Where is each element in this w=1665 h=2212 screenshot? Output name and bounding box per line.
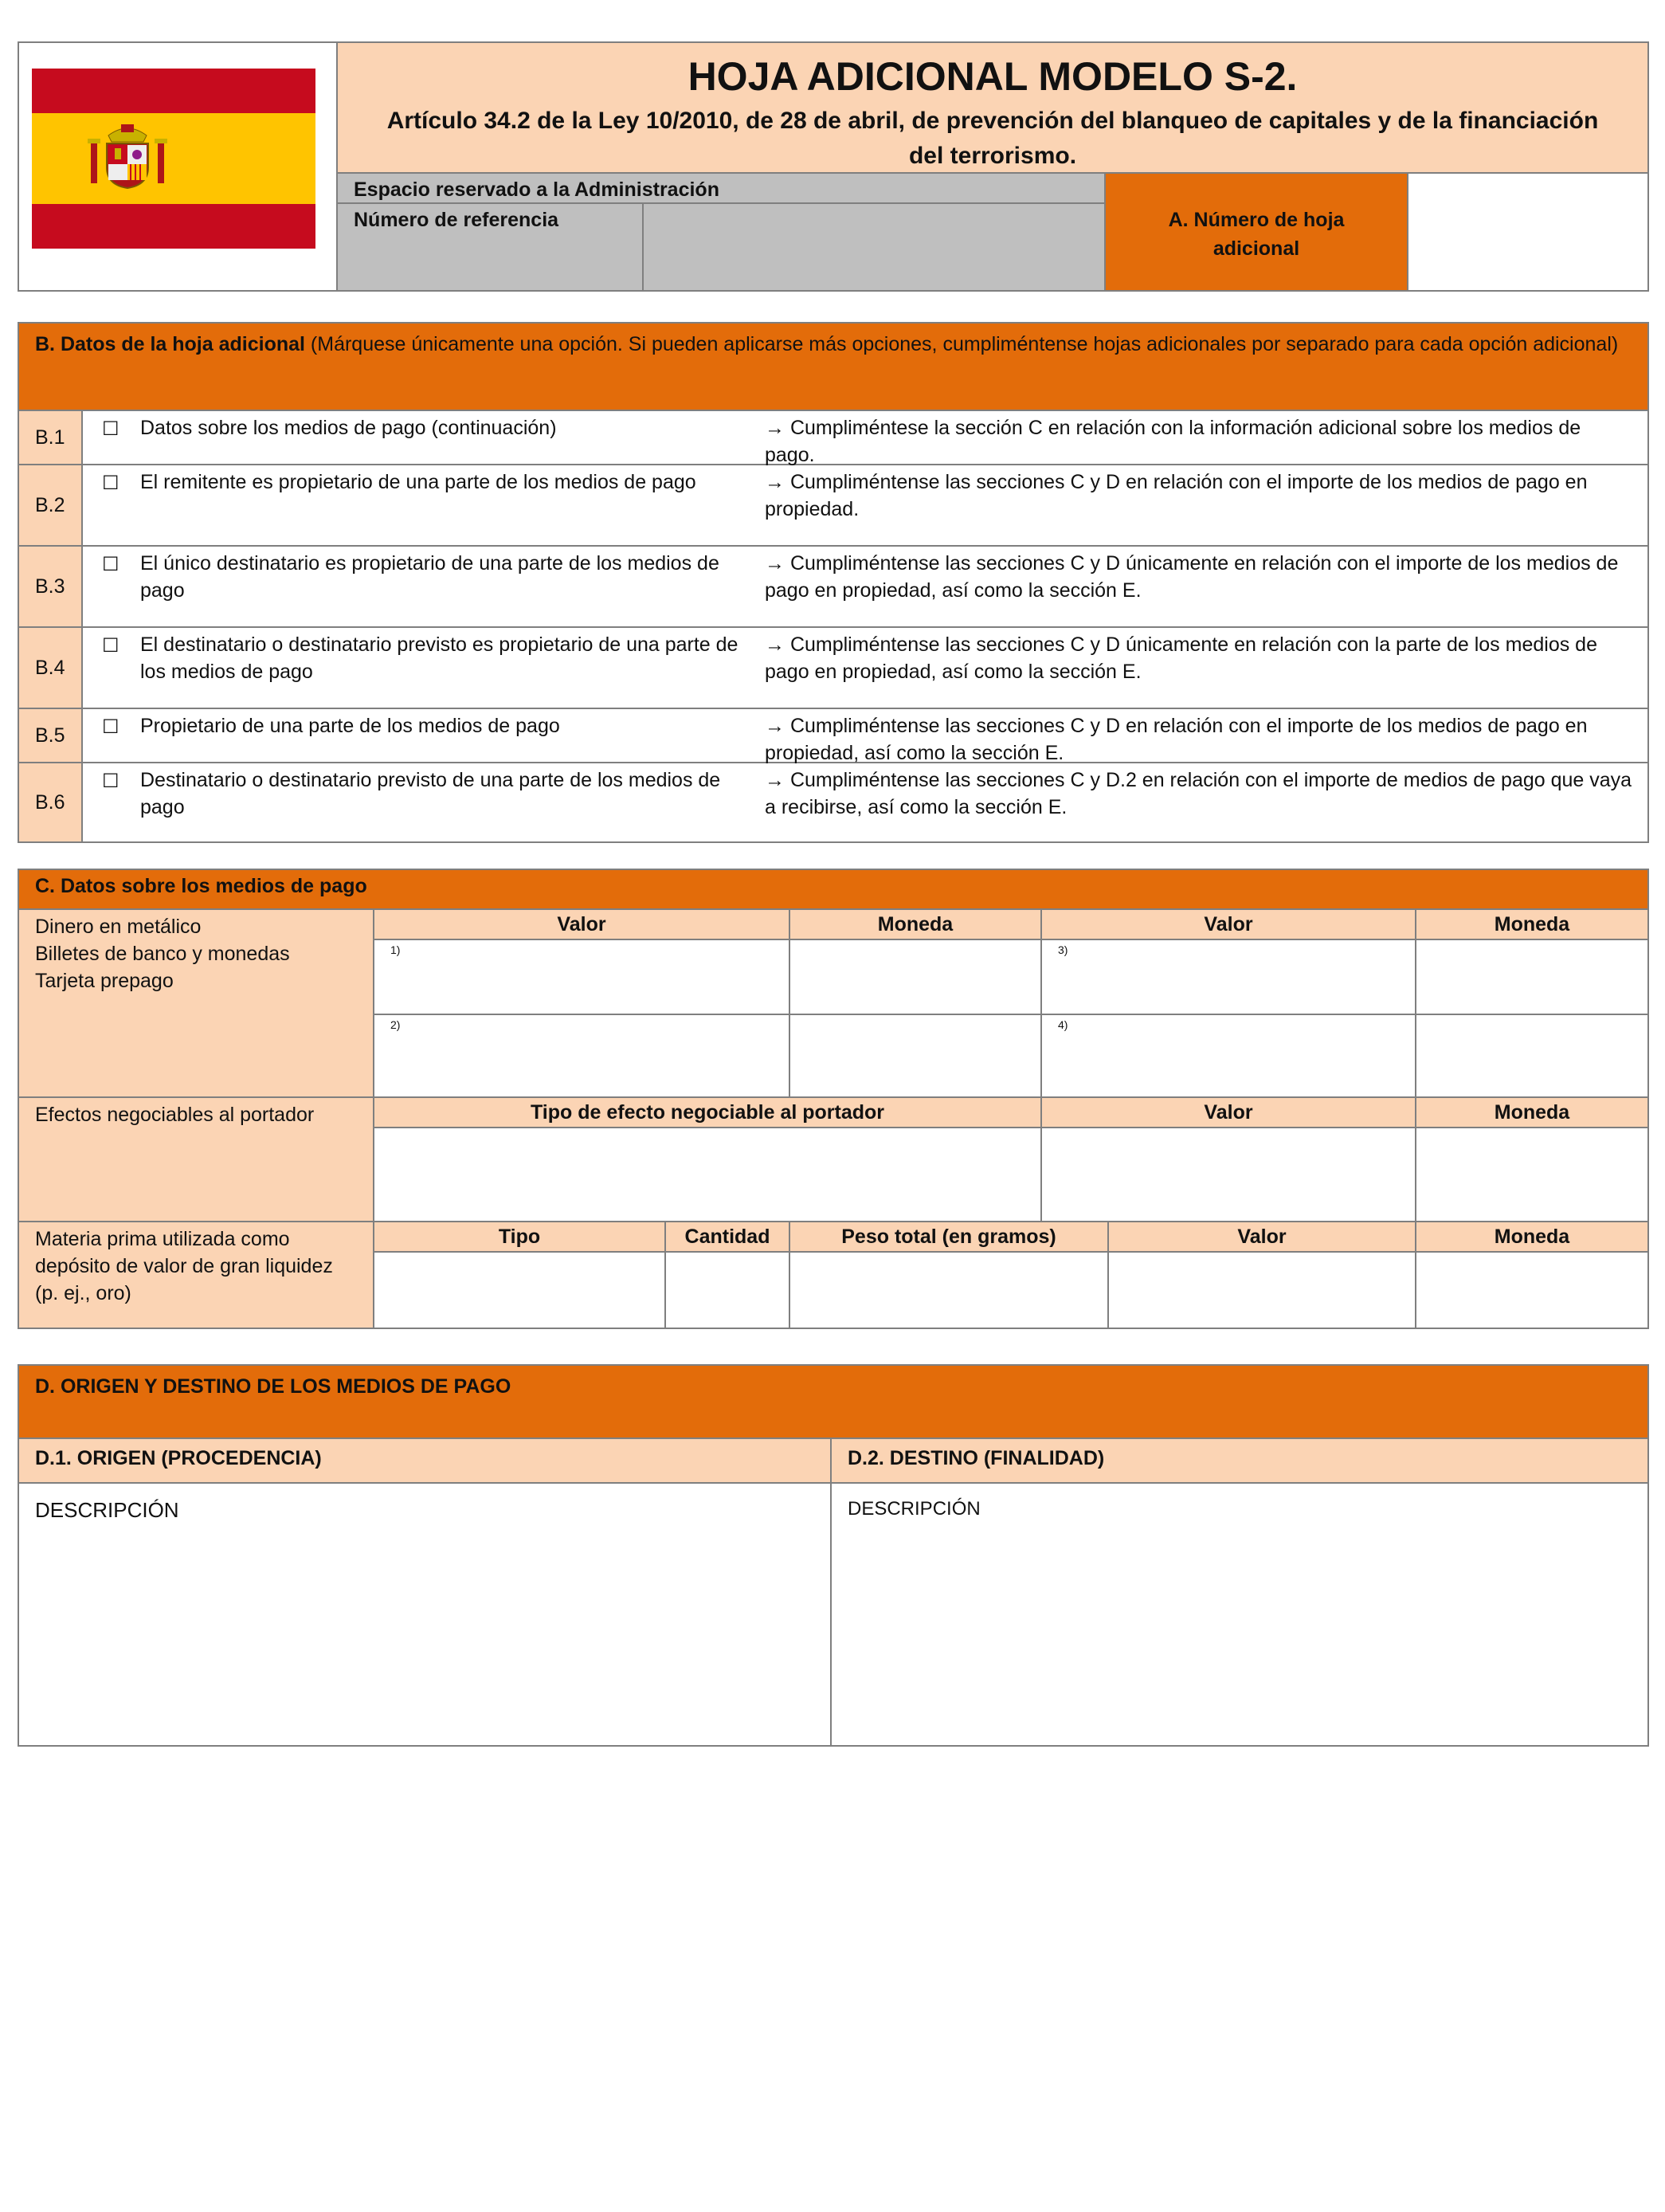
b-row-b2 <box>19 465 1647 547</box>
form-subtitle: Artículo 34.2 de la Ley 10/2010, de 28 de abril, de prevención del blanqueo de capitales y de la financiación del terrorismo. <box>386 108 1599 169</box>
section-d <box>18 1364 1649 1747</box>
b-row-action: → Cumpliméntense las secciones C y D en relación con el importe de los medios de pago en propiedad, así como la sección E. <box>765 715 1588 764</box>
reference-number-field[interactable] <box>644 204 1106 290</box>
section-b <box>18 322 1649 843</box>
section-d-header: D. ORIGEN Y DESTINO DE LOS MEDIOS DE PAGO <box>19 1366 1647 1439</box>
b-row-code: B.4 <box>19 628 83 708</box>
cash-row-number: 2) <box>390 1018 401 1031</box>
bearer-tipo-header: Tipo de efecto negociable al portador <box>374 1098 1042 1128</box>
cash-moneda-4-field[interactable] <box>1416 1015 1647 1098</box>
b-row-action: → Cumpliméntese la sección C en relación con la información adicional sobre los medios de pago. <box>765 417 1581 466</box>
reference-number-label: Número de referencia <box>338 204 644 290</box>
cash-valor-2-field[interactable] <box>374 1015 790 1098</box>
section-c <box>18 869 1649 1329</box>
commodity-cantidad-field[interactable] <box>666 1253 790 1328</box>
bearer-moneda-field[interactable] <box>1416 1128 1647 1222</box>
section-c-header: C. Datos sobre los medios de pago <box>19 870 1647 910</box>
cash-moneda-1-field[interactable] <box>790 940 1042 1015</box>
cash-moneda-header-2: Moneda <box>1416 910 1647 940</box>
commodity-tipo-header: Tipo <box>374 1222 666 1253</box>
b1-checkbox[interactable]: ☐ <box>102 418 119 440</box>
sheet-number-label: A. Número de hoja adicional <box>1106 174 1408 290</box>
commodity-tipo-field[interactable] <box>374 1253 666 1328</box>
sheet-number-field[interactable] <box>1408 174 1647 290</box>
cash-valor-1-field[interactable] <box>374 940 790 1015</box>
cash-moneda-2-field[interactable] <box>790 1015 1042 1098</box>
admin-reserved-label: Espacio reservado a la Administración <box>338 174 1106 204</box>
origin-description-field[interactable] <box>19 1484 832 1745</box>
cash-valor-3-field[interactable] <box>1042 940 1416 1015</box>
bearer-tipo-field[interactable] <box>374 1128 1042 1222</box>
b2-checkbox[interactable]: ☐ <box>102 473 119 494</box>
b-row-b5 <box>19 709 1647 763</box>
b-row-code: B.5 <box>19 709 83 762</box>
commodity-moneda-header: Moneda <box>1416 1222 1647 1253</box>
origin-title: D.1. ORIGEN (PROCEDENCIA) <box>19 1439 832 1484</box>
b-row-option: El remitente es propietario de una parte de los medios de pago <box>140 471 696 493</box>
title-cell <box>338 43 1647 174</box>
commodity-valor-field[interactable] <box>1109 1253 1416 1328</box>
b-row-action: → Cumpliméntense las secciones C y D únicamente en relación con la parte de los medios de pago en propiedad, así como la sección E. <box>765 633 1597 683</box>
cash-valor-header-2: Valor <box>1042 910 1416 940</box>
cash-row-number: 4) <box>1058 1018 1068 1031</box>
b-row-code: B.3 <box>19 547 83 626</box>
commodity-peso-field[interactable] <box>790 1253 1109 1328</box>
spanish-flag-icon <box>32 69 315 249</box>
section-b-header <box>19 324 1647 411</box>
b5-checkbox[interactable]: ☐ <box>102 716 119 738</box>
commodity-valor-header: Valor <box>1109 1222 1416 1253</box>
b-row-option: El único destinatario es propietario de una parte de los medios de pago <box>140 552 719 602</box>
cash-moneda-3-field[interactable] <box>1416 940 1647 1015</box>
section-b-note: (Márquese únicamente una opción. Si pueden aplicarse más opciones, cumpliméntense hojas adicionales por separado para cada opción adicional) <box>304 333 1619 355</box>
b-row-b6 <box>19 763 1647 841</box>
destination-title: D.2. DESTINO (FINALIDAD) <box>832 1439 1647 1484</box>
destination-description-label: DESCRIPCIÓN <box>848 1498 981 1520</box>
b-row-option: Destinatario o destinatario previsto de una parte de los medios de pago <box>140 769 721 818</box>
cash-moneda-header-1: Moneda <box>790 910 1042 940</box>
b-row-code: B.1 <box>19 411 83 464</box>
form-header <box>18 41 1649 292</box>
b3-checkbox[interactable]: ☐ <box>102 554 119 575</box>
section-b-title: B. Datos de la hoja adicional <box>35 333 305 355</box>
origin-description-label: DESCRIPCIÓN <box>35 1498 179 1522</box>
flag-cell <box>19 43 338 290</box>
bearer-label: Efectos negociables al portador <box>19 1098 374 1222</box>
b-row-b4 <box>19 628 1647 709</box>
cash-valor-4-field[interactable] <box>1042 1015 1416 1098</box>
bearer-valor-field[interactable] <box>1042 1128 1416 1222</box>
form-title: HOJA ADICIONAL MODELO S-2. <box>688 54 1298 99</box>
b-row-code: B.2 <box>19 465 83 545</box>
commodity-label: Materia prima utilizada como depósito de valor de gran liquidez (p. ej., oro) <box>19 1222 374 1328</box>
bearer-valor-header: Valor <box>1042 1098 1416 1128</box>
cash-valor-header-1: Valor <box>374 910 790 940</box>
b-row-option: El destinatario o destinatario previsto es propietario de una parte de los medios de pago <box>140 633 738 683</box>
b-row-b3 <box>19 547 1647 628</box>
bearer-moneda-header: Moneda <box>1416 1098 1647 1128</box>
commodity-cantidad-header: Cantidad <box>666 1222 790 1253</box>
cash-label: Dinero en metálico Billetes de banco y monedas Tarjeta prepago <box>19 910 374 1098</box>
commodity-moneda-field[interactable] <box>1416 1253 1647 1328</box>
cash-row-number: 3) <box>1058 943 1068 956</box>
b-row-code: B.6 <box>19 763 83 841</box>
cash-row-number: 1) <box>390 943 401 956</box>
b4-checkbox[interactable]: ☐ <box>102 635 119 657</box>
destination-description-field[interactable] <box>832 1484 1647 1745</box>
b6-checkbox[interactable]: ☐ <box>102 771 119 792</box>
b-row-option: Propietario de una parte de los medios de pago <box>140 715 560 737</box>
b-row-action: → Cumpliméntense las secciones C y D en relación con el importe de los medios de pago en propiedad. <box>765 471 1588 520</box>
b-row-action: → Cumpliméntense las secciones C y D únicamente en relación con el importe de los medios de pago en propiedad, así como la sección E. <box>765 552 1619 602</box>
commodity-peso-header: Peso total (en gramos) <box>790 1222 1109 1253</box>
b-row-option: Datos sobre los medios de pago (continuación) <box>140 417 557 439</box>
b-row-action: → Cumpliméntense las secciones C y D.2 en relación con el importe de medios de pago que vaya a recibirse, así como la sección E. <box>765 769 1632 818</box>
b-row-b1 <box>19 411 1647 465</box>
